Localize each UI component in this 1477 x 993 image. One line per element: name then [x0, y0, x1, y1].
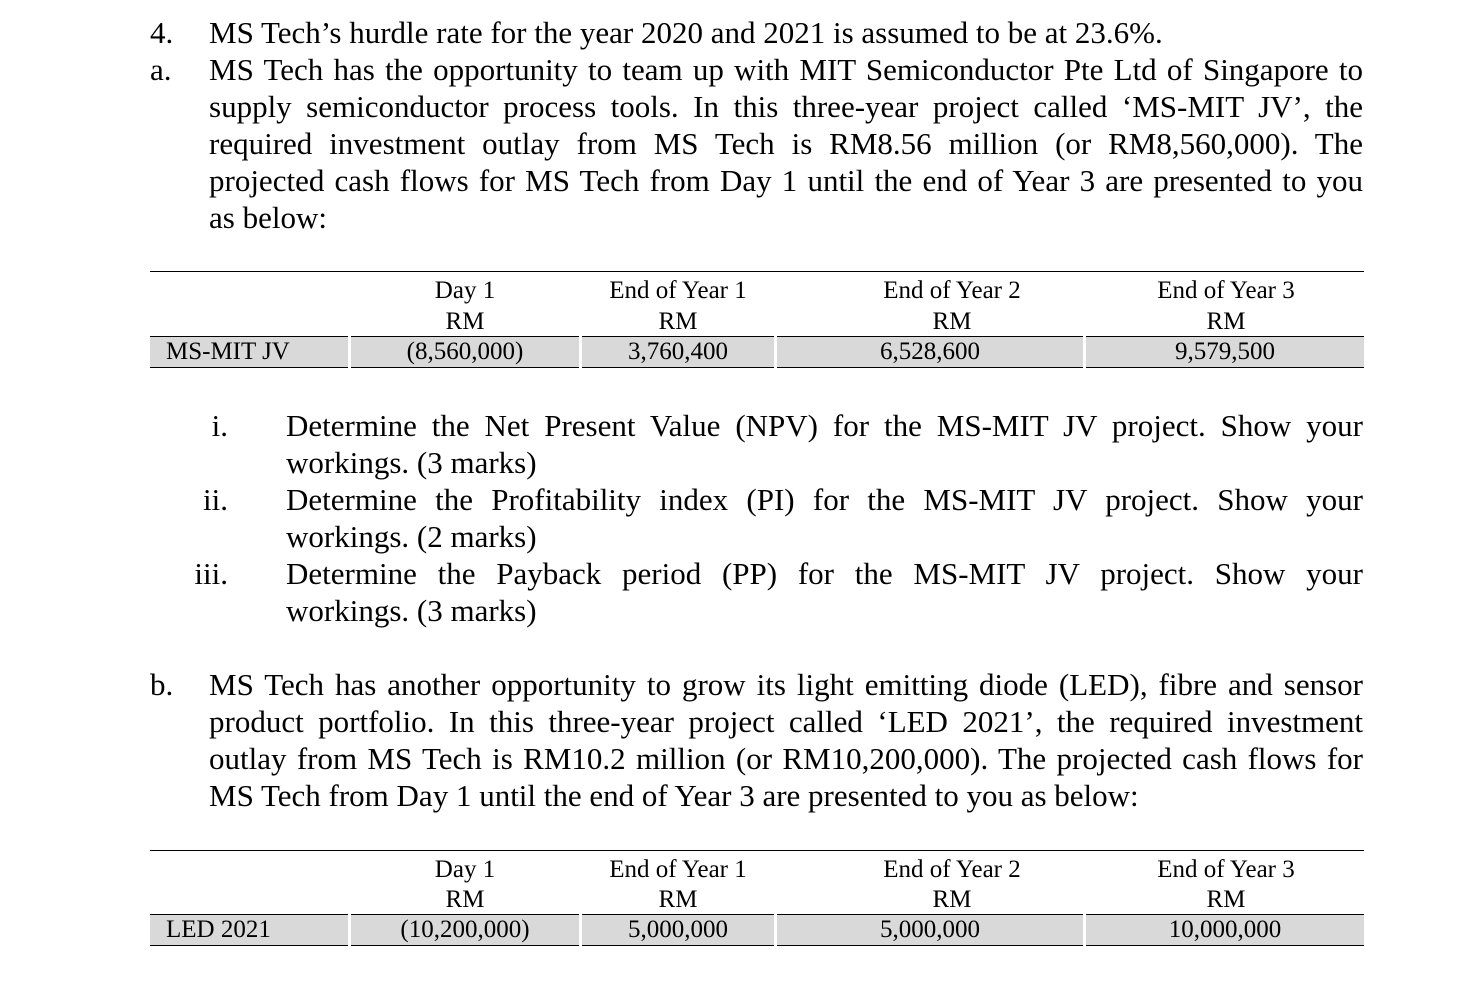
- question-intro: MS Tech’s hurdle rate for the year 2020 and 2021 is assumed to be at 23.6%.: [209, 15, 1163, 50]
- header-unit: RM: [658, 308, 698, 335]
- subquestion-iii-text: workings. (3 marks): [286, 593, 537, 628]
- value-end-year-1: 3,760,400: [582, 336, 774, 368]
- header-day-1: Day 1: [434, 856, 496, 883]
- header-unit: RM: [1206, 308, 1246, 335]
- value-end-year-2: 6,528,600: [777, 336, 1083, 368]
- part-b-text-line: product portfolio. In this three-year project called ‘LED 2021’, the required investment: [209, 704, 1363, 739]
- table-row: [150, 336, 1364, 368]
- header-end-year-3: End of Year 3: [1157, 277, 1295, 304]
- header-end-year-1: End of Year 1: [609, 277, 747, 304]
- subquestion-iii-marker: iii.: [194, 556, 228, 591]
- table-row: [150, 914, 1364, 946]
- header-unit: RM: [445, 886, 485, 913]
- part-b-text-line: MS Tech has another opportunity to grow its light emitting diode (LED), fibre and sensor: [209, 667, 1363, 702]
- table-top-rule: [150, 271, 1364, 272]
- header-unit: RM: [445, 308, 485, 335]
- header-day-1: Day 1: [434, 277, 496, 304]
- value-day-1: (10,200,000): [351, 914, 579, 946]
- subquestion-i-text: workings. (3 marks): [286, 445, 537, 480]
- subquestion-i-text: Determine the Net Present Value (NPV) for the MS-MIT JV project. Show your: [286, 408, 1363, 443]
- header-end-year-2: End of Year 2: [883, 856, 1021, 883]
- part-a-text-line: projected cash flows for MS Tech from Day 1 until the end of Year 3 are presented to you: [209, 163, 1363, 198]
- part-a-text-line: MS Tech has the opportunity to team up with MIT Semiconductor Pte Ltd of Singapore to: [209, 52, 1363, 87]
- subquestion-ii-marker: ii.: [203, 482, 228, 517]
- value-end-year-3: 9,579,500: [1086, 336, 1364, 368]
- header-unit: RM: [932, 886, 972, 913]
- header-unit: RM: [1206, 886, 1246, 913]
- part-a-text-line: as below:: [209, 200, 327, 235]
- row-label: LED 2021: [150, 914, 348, 946]
- header-end-year-2: End of Year 2: [883, 277, 1021, 304]
- part-b-marker: b.: [150, 667, 174, 702]
- table-top-rule: [150, 850, 1364, 851]
- header-end-year-1: End of Year 1: [609, 856, 747, 883]
- value-day-1: (8,560,000): [351, 336, 579, 368]
- subquestion-ii-text: workings. (2 marks): [286, 519, 537, 554]
- value-end-year-1: 5,000,000: [582, 914, 774, 946]
- subquestion-iii-text: Determine the Payback period (PP) for the MS-MIT JV project. Show your: [286, 556, 1363, 591]
- row-label: MS-MIT JV: [150, 336, 348, 368]
- question-number: 4.: [150, 15, 174, 50]
- header-unit: RM: [932, 308, 972, 335]
- subquestion-i-marker: i.: [211, 408, 228, 443]
- part-b-text-line: outlay from MS Tech is RM10.2 million (or RM10,200,000). The projected cash flows for: [209, 741, 1363, 776]
- part-b-text-line: MS Tech from Day 1 until the end of Year 3 are presented to you as below:: [209, 778, 1139, 813]
- header-end-year-3: End of Year 3: [1157, 856, 1295, 883]
- header-unit: RM: [658, 886, 698, 913]
- part-a-text-line: supply semiconductor process tools. In this three-year project called ‘MS-MIT JV’, the: [209, 89, 1363, 124]
- value-end-year-2: 5,000,000: [777, 914, 1083, 946]
- subquestion-ii-text: Determine the Profitability index (PI) for the MS-MIT JV project. Show your: [286, 482, 1363, 517]
- part-a-marker: a.: [150, 52, 172, 87]
- part-a-text-line: required investment outlay from MS Tech is RM8.56 million (or RM8,560,000). The: [209, 126, 1363, 161]
- value-end-year-3: 10,000,000: [1086, 914, 1364, 946]
